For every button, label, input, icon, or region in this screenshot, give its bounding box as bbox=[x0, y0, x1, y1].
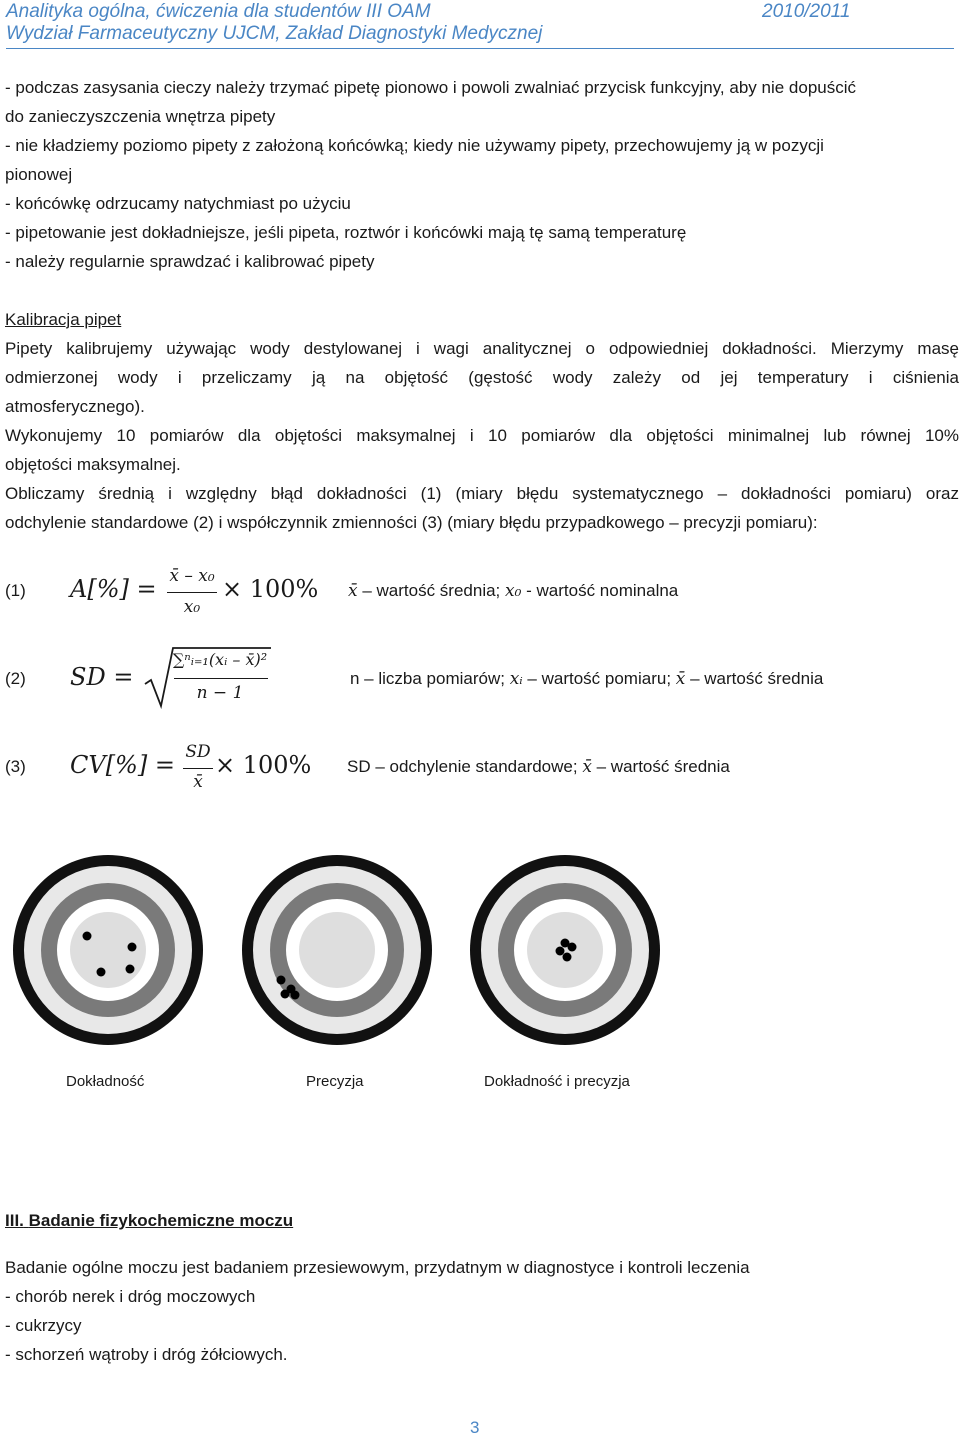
paragraph-line: Obliczamy średnią i względny błąd dokładności (1) (miary błędu systematycznego – dokładności pomiaru) oraz bbox=[5, 484, 959, 503]
bullet-line: - nie kładziemy poziomo pipety z założoną końcówką; kiedy nie używamy pipety, przechowujemy ją w pozycji bbox=[5, 136, 824, 155]
paragraph-line: Pipety kalibrujemy używając wody destylowanej i wagi analitycznej o odpowiedniej dokładności. Mierzymy masę bbox=[5, 339, 959, 358]
symbol-nominal: x₀ bbox=[505, 581, 522, 601]
hit-dot bbox=[83, 932, 92, 941]
bullet-line: - należy regularnie sprawdzać i kalibrować pipety bbox=[5, 252, 375, 271]
target-accuracy-and-precision bbox=[470, 855, 660, 1045]
legend-text: - wartość nominalna bbox=[521, 581, 679, 600]
symbol-mean: x̄ bbox=[348, 581, 358, 601]
list-item: - chorób nerek i dróg moczowych bbox=[5, 1287, 256, 1306]
paragraph-line: odchylenie standardowe (2) i współczynnik zmienności (3) (miary błędu przypadkowego – precyzji pomiaru): bbox=[5, 513, 818, 532]
header-academic-year: 2010/2011 bbox=[762, 1, 851, 22]
formula-denominator: x̄ bbox=[193, 772, 203, 792]
hit-dot bbox=[291, 991, 300, 1000]
paragraph-line: objętości maksymalnej. bbox=[5, 455, 181, 474]
formula-2-legend bbox=[350, 668, 823, 690]
hit-dot bbox=[128, 943, 137, 952]
page-header bbox=[6, 0, 954, 49]
bullet-line: - końcówkę odrzucamy natychmiast po użyciu bbox=[5, 194, 351, 213]
formula-denominator: x₀ bbox=[183, 597, 201, 617]
hit-dot bbox=[568, 943, 577, 952]
section-3-heading bbox=[5, 1210, 293, 1232]
formula-tail: × 100% bbox=[222, 575, 319, 603]
bullet-line: do zanieczyszczenia wnętrza pipety bbox=[5, 107, 276, 126]
legend-text: – wartość średnia; bbox=[357, 581, 505, 600]
bullet-line: - pipetowanie jest dokładniejsze, jeśli pipeta, roztwór i końcówki mają tę samą temperaturę bbox=[5, 223, 687, 242]
hit-dot bbox=[277, 976, 286, 985]
section-heading: Kalibracja pipet bbox=[5, 310, 122, 329]
formula-numerator: ∑ⁿᵢ₌₁(xᵢ – x̄)² bbox=[172, 650, 268, 669]
caption-precision: Precyzja bbox=[306, 1073, 364, 1090]
caption-accuracy-and-precision: Dokładność i precyzja bbox=[484, 1073, 630, 1090]
formula-lhs: CV[%] = bbox=[70, 751, 175, 779]
target-accuracy bbox=[13, 855, 203, 1045]
formula-number: (3) bbox=[5, 757, 26, 776]
legend-text: SD – odchylenie standardowe; bbox=[347, 757, 583, 776]
formula-numerator: x̄ – x₀ bbox=[169, 566, 215, 586]
legend-text: n – liczba pomiarów; bbox=[350, 669, 510, 688]
hit-dot bbox=[281, 990, 290, 999]
list-item: - cukrzycy bbox=[5, 1316, 82, 1335]
legend-text: – wartość średnia bbox=[685, 669, 824, 688]
header-faculty: Wydział Farmaceutyczny UJCM, Zakład Diagnostyki Medycznej bbox=[6, 23, 543, 44]
legend-text: – wartość pomiaru; bbox=[522, 669, 676, 688]
formula-tail: × 100% bbox=[215, 751, 312, 779]
section-3-title: Badanie fizykochemiczne moczu bbox=[28, 1211, 294, 1230]
page-number: 3 bbox=[470, 1418, 480, 1437]
formula-1-legend bbox=[348, 580, 678, 602]
target-precision bbox=[242, 855, 432, 1045]
paragraph-line: Wykonujemy 10 pomiarów dla objętości maksymalnej i 10 pomiarów dla objętości minimalnej lub równej 10% bbox=[5, 426, 959, 445]
caption-accuracy: Dokładność bbox=[66, 1073, 145, 1090]
paragraph-line: atmosferycznego). bbox=[5, 397, 145, 416]
bullet-line: - podczas zasysania cieczy należy trzymać pipetę pionowo i powoli zwalniać przycisk funkcyjny, aby nie dopuścić bbox=[5, 78, 857, 97]
formula-lhs: A[%] = bbox=[70, 575, 157, 603]
hit-dot bbox=[556, 947, 565, 956]
list-item: - schorzeń wątroby i dróg żółciowych. bbox=[5, 1345, 288, 1364]
legend-text: – wartość średnia bbox=[591, 757, 730, 776]
formula-numerator: SD bbox=[185, 742, 211, 762]
formula-number: (2) bbox=[5, 669, 26, 688]
hit-dot bbox=[97, 968, 106, 977]
header-course-title: Analityka ogólna, ćwiczenia dla studentów III OAM bbox=[6, 1, 431, 22]
symbol-mean: x̄ bbox=[582, 757, 592, 777]
symbol-measurement: xᵢ bbox=[509, 669, 523, 689]
formula-denominator: n − 1 bbox=[196, 683, 244, 703]
target-center bbox=[299, 912, 375, 988]
symbol-mean: x̄ bbox=[675, 669, 686, 689]
fraction-bar bbox=[183, 768, 213, 769]
paragraph-line: odmierzonej wody i przeliczamy ją na objętość (gęstość wody zależy od jej temperatury i ciśnienia bbox=[5, 368, 959, 387]
formula-number: (1) bbox=[5, 581, 26, 600]
fraction-bar bbox=[167, 592, 217, 593]
section-3-numeral: III. bbox=[5, 1211, 24, 1230]
target-center bbox=[527, 912, 603, 988]
formula-lhs: SD = bbox=[70, 663, 134, 691]
section-3-intro: Badanie ogólne moczu jest badaniem przesiewowym, przydatnym w diagnostyce i kontroli leczenia bbox=[5, 1258, 750, 1277]
fraction-bar bbox=[174, 678, 268, 679]
hit-dot bbox=[563, 953, 572, 962]
formula-3-legend bbox=[347, 756, 730, 778]
bullet-line: pionowej bbox=[5, 165, 73, 184]
hit-dot bbox=[126, 965, 135, 974]
accuracy-precision-targets bbox=[0, 850, 960, 1065]
